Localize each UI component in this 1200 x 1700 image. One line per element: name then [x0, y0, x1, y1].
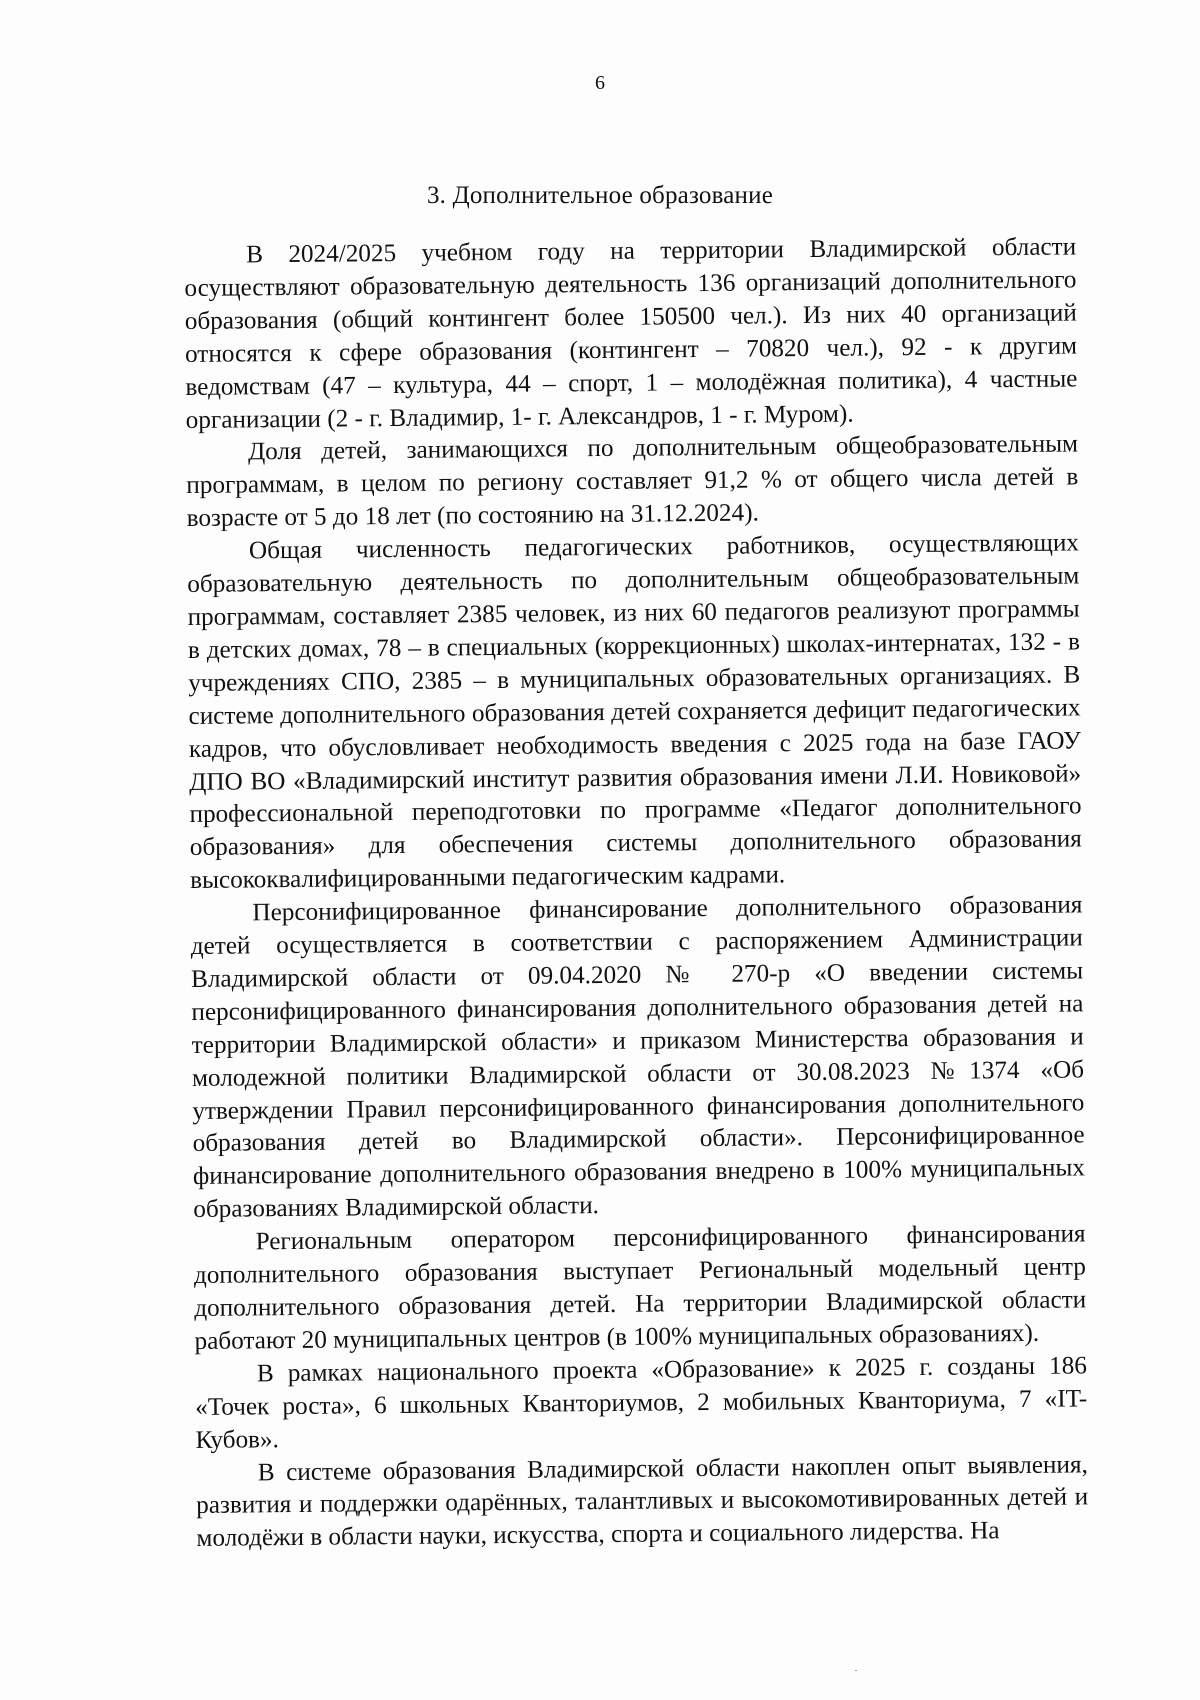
- paragraph-3: Общая численность педагогических работников, осуществляющих образовательную деятельность по дополнительным общеобразовательным программам, составляет 2385 человек, из них 60 педагогов реализуют программы в детских домах, 78 – в специальных (коррекционных) школах-интернатах, 132 - в учреждениях СПО, 2385 – в муниципальных образовательных организациях. В системе дополнительного образования детей сохраняется дефицит педагогических кадров, что обусловливает необходимость введения с 2025 года на базе ГАОУ ДПО ВО «Владимирский институт развития образования имени Л.И. Новиковой» профессиональной переподготовки по программе «Педагог дополнительного образования» для обеспечения системы дополнительного образования высококвалифицированными педагогическим кадрами.: [187, 529, 1082, 895]
- paragraph-2: Доля детей, занимающихся по дополнительным общеобразовательным программам, в целом по региону составляет 91,2 % от общего числа детей в возрасте от 5 до 18 лет (по состоянию на 31.12.2024).: [186, 430, 1079, 533]
- section-title: 3. Дополнительное образование: [426, 182, 774, 209]
- paragraph-1: В 2024/2025 учебном году на территории Владимирской области осуществляют образовательную деятельность 136 организаций дополнительного образования (общий контингент более 150500 чел.). Из них 40 организаций относятся к сфере образования (контингент – 70820 чел.), 92 - к другим ведомствам (47 – культура, 44 – спорт, 1 – молодёжная политика), 4 частные организации (2 - г. Владимир, 1- г. Александров, 1 - г. Муром).: [184, 233, 1078, 434]
- paragraph-4: Персонифицированное финансирование дополнительного образования детей осуществляется в соответствии с распоряжением Администрации Владимирской области от 09.04.2020 № 270-р «О введении системы персонифицированного финансирования дополнительного образования детей на территории Владимирской области» и приказом Министерства образования и молодежной политики Владимирской области от 30.08.2023 №1374 «Об утверждении Правил персонифицированного финансирования дополнительного образования детей во Владимирской области». Персонифицированное финансирование дополнительного образования внедрено в 100% муниципальных образованиях Владимирской области.: [190, 891, 1086, 1224]
- body-text: [184, 231, 1089, 1556]
- paragraph-7: В системе образования Владимирской области накоплен опыт выявления, развития и поддержки одарённых, талантливых и высокомотивированных детей и молодёжи в области науки, искусства, спорта и социального лидерства. На: [196, 1450, 1089, 1553]
- paragraph-6: В рамках национального проекта «Образование» к 2025 г. созданы 186 «Точек роста», 6 школьных Кванториумов, 2 мобильных Кванториума, 7 «IT-Кубов».: [195, 1352, 1088, 1454]
- page-number: 6: [595, 72, 605, 94]
- paragraph-5: Региональным оператором персонифицированного финансирования дополнительного образования выступает Региональный модельный центр дополнительного образования детей. На территории Владимирской области работают 20 муниципальных центров (в 100% муниципальных образованиях).: [193, 1220, 1087, 1355]
- scan-speck: [855, 1670, 857, 1671]
